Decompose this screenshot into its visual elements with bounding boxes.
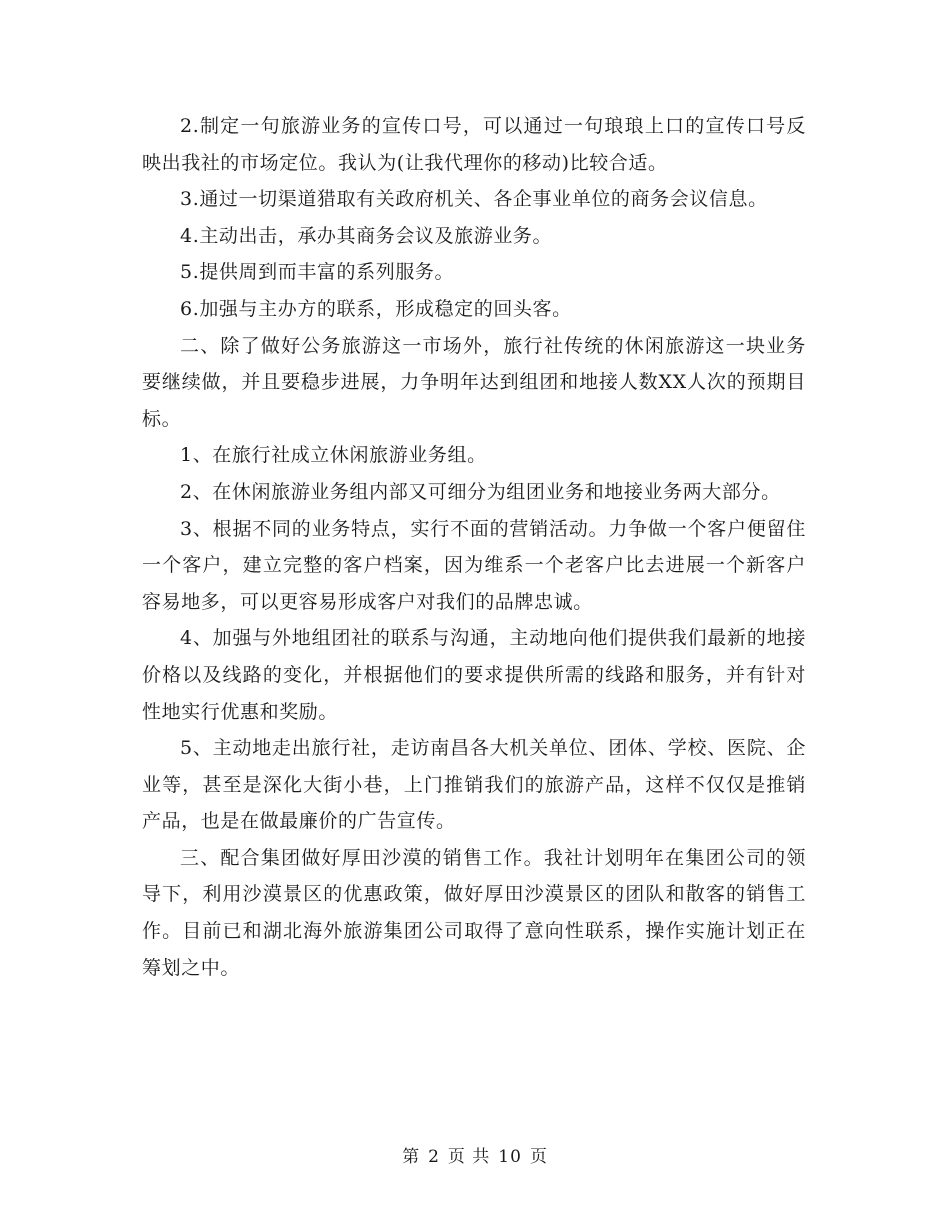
paragraph: 6.加强与主办方的联系，形成稳定的回头客。 [180,297,572,320]
paragraph: 3、根据不同的业务特点，实行不面的营销活动。力争做一个客户便留住一个客户，建立完整的客户档案，因为维系一个老客户比去进展一个新客户容易地多，可以更容易形成客户对我们的品牌忠诚。 [142,517,806,613]
total-pages-number: 10 [498,1147,522,1167]
document-body [142,108,806,986]
page-footer [0,1142,950,1167]
paragraph: 二、除了做好公务旅游这一市场外，旅行社传统的休闲旅游这一块业务要继续做，并且要稳步进展，力争明年达到组团和地接人数XX人次的预期目标。 [142,334,806,430]
paragraph: 5.提供周到而丰富的系列服务。 [180,261,455,284]
current-page-number: 2 [428,1147,440,1167]
paragraph: 2、在休闲旅游业务组内部又可细分为组团业务和地接业务两大部分。 [180,480,781,503]
paragraph: 5、主动地走出旅行社，走访南昌各大机关单位、团体、学校、医院、企业等，甚至是深化大街小巷，上门推销我们的旅游产品，这样不仅仅是推销产品，也是在做最廉价的广告宣传。 [142,737,806,833]
paragraph: 2.制定一句旅游业务的宣传口号，可以通过一句琅琅上口的宣传口号反映出我社的市场定位。我认为(让我代理你的移动)比较合适。 [142,115,806,174]
paragraph: 4、加强与外地组团社的联系与沟通，主动地向他们提供我们最新的地接价格以及线路的变化，并根据他们的要求提供所需的线路和服务，并有针对性地实行优惠和奖励。 [142,627,806,723]
paragraph: 三、配合集团做好厚田沙漠的销售工作。我社计划明年在集团公司的领导下，利用沙漠景区的优惠政策，做好厚田沙漠景区的团队和散客的销售工作。目前已和湖北海外旅游集团公司取得了意向性联系，操作实施计划正在筹划之中。 [142,846,806,979]
page-label-mid: 页 共 [447,1147,491,1167]
paragraph: 4.主动出击，承办其商务会议及旅游业务。 [180,224,553,247]
paragraph: 1、在旅行社成立休闲旅游业务组。 [180,444,487,467]
page-label-prefix: 第 [402,1147,421,1167]
page-label-suffix: 页 [529,1147,548,1167]
paragraph: 3.通过一切渠道猎取有关政府机关、各企事业单位的商务会议信息。 [180,188,768,211]
